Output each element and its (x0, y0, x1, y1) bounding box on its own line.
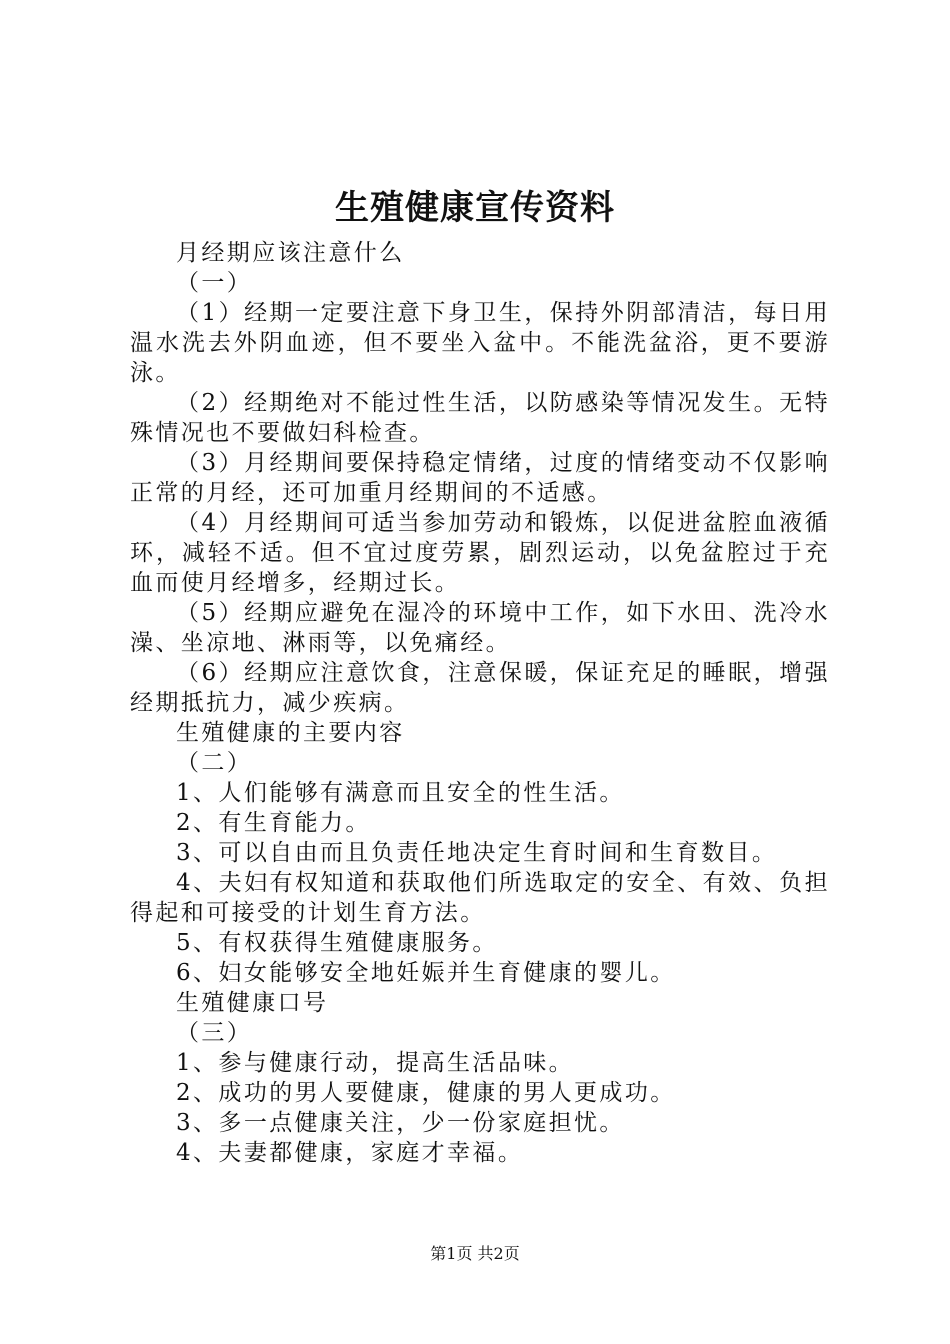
paragraph: （6）经期应注意饮食，注意保暖，保证充足的睡眠，增强经期抵抗力，减少疾病。 (130, 660, 830, 716)
section-heading-menstruation: 月经期应该注意什么 (176, 240, 405, 266)
document-body (130, 238, 830, 1168)
section-heading-slogans: 生殖健康口号 (176, 990, 329, 1016)
section-heading-main-content: 生殖健康的主要内容 (176, 720, 405, 746)
list-item: 3、多一点健康关注，少一份家庭担忧。 (176, 1110, 625, 1136)
list-item: 4、夫妇有权知道和获取他们所选取定的安全、有效、负担得起和可接受的计划生育方法。 (130, 870, 830, 926)
list-item: 2、有生育能力。 (176, 810, 371, 836)
document-title: 生殖健康宣传资料 (335, 188, 615, 228)
section-number-2: （二） (176, 750, 253, 776)
list-item: 1、人们能够有满意而且安全的性生活。 (176, 780, 625, 806)
section-number-3: （三） (176, 1020, 253, 1046)
list-item: 1、参与健康行动，提高生活品味。 (176, 1050, 575, 1076)
list-item: 5、有权获得生殖健康服务。 (176, 930, 498, 956)
list-item: 6、妇女能够安全地妊娠并生育健康的婴儿。 (176, 960, 676, 986)
paragraph: （3）月经期间要保持稳定情绪，过度的情绪变动不仅影响正常的月经，还可加重月经期间的不适感。 (130, 450, 830, 506)
list-item: 2、成功的男人要健康，健康的男人更成功。 (176, 1080, 676, 1106)
paragraph: （2）经期绝对不能过性生活，以防感染等情况发生。无特殊情况也不要做妇科检查。 (130, 390, 830, 446)
paragraph: （5）经期应避免在湿冷的环境中工作，如下水田、洗冷水澡、坐凉地、淋雨等，以免痛经。 (130, 600, 830, 656)
paragraph: （1）经期一定要注意下身卫生，保持外阴部清洁，每日用温水洗去外阴血迹，但不要坐入盆中。不能洗盆浴，更不要游泳。 (130, 300, 830, 386)
page-footer: 第1页 共2页 (430, 1244, 520, 1263)
paragraph: （4）月经期间可适当参加劳动和锻炼，以促进盆腔血液循环，减轻不适。但不宜过度劳累，剧烈运动，以免盆腔过于充血而使月经增多，经期过长。 (130, 510, 830, 596)
list-item: 3、可以自由而且负责任地决定生育时间和生育数目。 (176, 840, 778, 866)
section-number-1: （一） (176, 270, 253, 296)
list-item: 4、夫妻都健康，家庭才幸福。 (176, 1140, 524, 1166)
